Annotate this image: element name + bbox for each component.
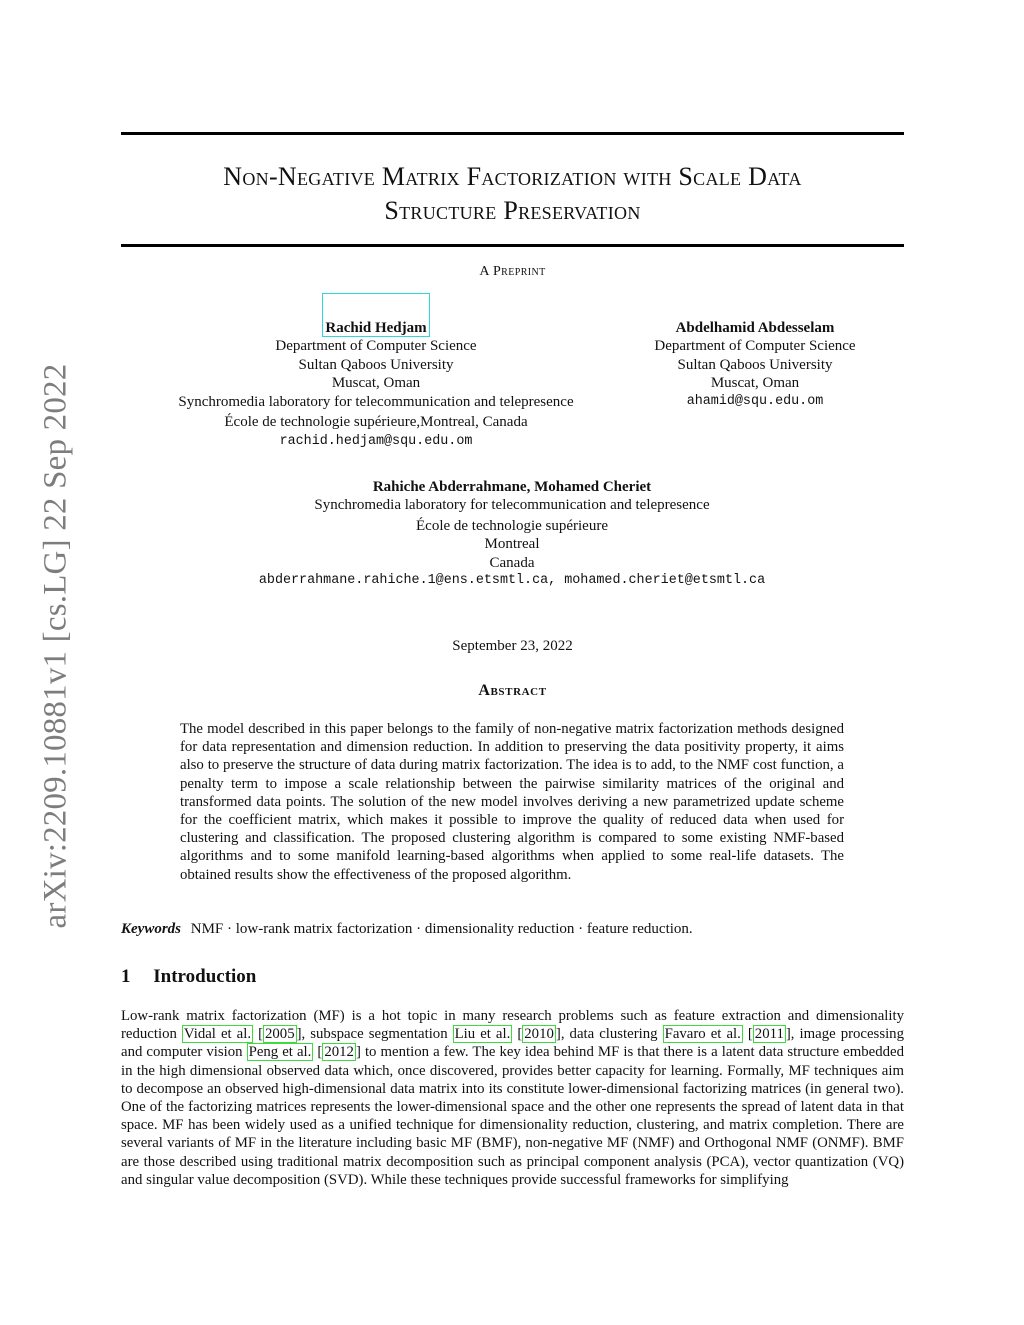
abstract-heading: Abstract [478, 682, 547, 699]
author-affiliation: Synchromedia laboratory for telecommunication and telepresence [314, 497, 710, 514]
intro-paragraph: Low-rank matrix factorization (MF) is a hot topic in many research problems such as feature extraction and dimensionality reduction Vidal et al. [ 2005 ], subspace segmentation Liu et al. [ 2010 ], data clustering Favaro et al. [ 2011 ], image processing and computer vision Peng et al. [ 2012 ] to mention a few. The key idea behind MF is that there is a latent data structure embedded in the high dimensional observed data which, once discovered, provides better capacity for learning. Formally, MF techniques aim to decompose an observed high-dimensional data matrix into its constitute lower-dimensional factorizing matrices (in general two). One of the factorizing matrices represents the lower-dimensional space and the other one represents the spread of latent data in that space. MF has been widely used as a unified technique for dimensionality reduction, clustering, and matrix completion. There are several variants of MF in the literature including basic MF (BMF), non-negative MF (NMF) and Orthogonal NMF (ONMF). BMF are those described using traditional matrix decomposition such as principal component analysis (PCA), vector quantization (VQ) and singular value decomposition (SVD). While these techniques provide successful frameworks for simplifying [121, 1008, 904, 1188]
intro-text: , subspace segmentation [301, 1026, 453, 1043]
author-name: Rahiche Abderrahmane, Mohamed Cheriet [372, 479, 652, 495]
author-email[interactable]: ahamid@squ.edu.om [686, 393, 824, 409]
author-name: Abdelhamid Abdesselam [675, 320, 835, 336]
intro-text: Low-rank matrix factorization (MF) is a hot topic in many research problems such as feature extraction and dimensionality reduction [121, 1008, 904, 1043]
citation-year-link[interactable]: 2010 [524, 1026, 554, 1043]
citation-link[interactable]: Liu et al. [454, 1026, 511, 1043]
citation-link[interactable]: Favaro et al. [664, 1026, 741, 1043]
author-block-2 [630, 319, 880, 411]
keywords-label: Keywords [121, 921, 181, 937]
author-email[interactable]: rachid.hedjam@squ.edu.om [279, 434, 473, 450]
author-block-3 [180, 478, 844, 590]
citation-year-link[interactable]: 2005 [265, 1026, 295, 1043]
author-affiliation: Canada [489, 554, 535, 571]
section-heading [121, 966, 256, 988]
intro-text: , data clustering [560, 1026, 663, 1043]
keywords [121, 921, 904, 938]
intro-text: , image processing and computer vision [121, 1026, 904, 1061]
author-affiliation: Department of Computer Science [275, 338, 477, 355]
author-affiliation: Synchromedia laboratory for telecommunication and telepresence [178, 393, 574, 410]
author-affiliation: Department of Computer Science [654, 338, 856, 355]
author-affiliation: Sultan Qaboos University [298, 356, 454, 373]
citation-year-link[interactable]: 2012 [324, 1044, 354, 1061]
author-block-1 [150, 319, 602, 452]
section-number: 1 [121, 966, 131, 987]
citation-link[interactable]: Peng et al. [248, 1044, 312, 1061]
author-affiliation: École de technologie supérieure [416, 517, 608, 534]
citation-link[interactable]: Vidal et al. [183, 1026, 252, 1043]
author-affiliation: Muscat, Oman [331, 375, 421, 392]
arxiv-side-stamp: arXiv:2209.10881v1 [cs.LG] 22 Sep 2022 [37, 363, 74, 929]
preprint-label: A Preprint [479, 264, 546, 279]
author-name-link[interactable]: Rachid Hedjam [322, 293, 429, 337]
title-bottom-rule [121, 244, 904, 247]
author-affiliation: Sultan Qaboos University [677, 356, 833, 373]
intro-text: to mention a few. The key idea behind MF is that there is a latent data structure embedded in the high dimensional observed data which, once discovered, provides better capacity for learning. Formally, MF techniques aim to decompose an observed high-dimensional data matrix into its constitute lower-dimensional factorizing matrices (in general two). One of the factorizing matrices represents the lower-dimensional space and the other one represents the spread of latent data in that space. MF has been widely used as a unified technique for dimensionality reduction, clustering, and matrix completion. There are several variants of MF in the literature including basic MF (BMF), non-negative MF (NMF) and Orthogonal NMF (ONMF). BMF are those described using traditional matrix decomposition such as principal component analysis (PCA), vector quantization (VQ) and singular value decomposition (SVD). While these techniques provide successful frameworks for simplifying [121, 1044, 904, 1188]
section-title: Introduction [153, 966, 257, 987]
keywords-text: NMF · low-rank matrix factorization · dimensionality reduction · feature reduction. [190, 921, 693, 937]
paper-title [121, 160, 904, 228]
paper-date: September 23, 2022 [452, 638, 573, 654]
author-email[interactable]: abderrahmane.rahiche.1@ens.etsmtl.ca, mohamed.cheriet@etsmtl.ca [258, 573, 766, 589]
author-affiliation: Muscat, Oman [710, 375, 800, 392]
title-top-rule [121, 132, 904, 135]
citation-year-link[interactable]: 2011 [754, 1026, 784, 1043]
author-affiliation: École de technologie supérieure,Montreal, Canada [224, 414, 528, 431]
title-line-1: Non-Negative Matrix Factorization with Scale Data [223, 162, 802, 191]
author-affiliation: Montreal [484, 536, 540, 553]
title-line-2: Structure Preservation [384, 196, 641, 225]
abstract-text: The model described in this paper belongs to the family of non-negative matrix factorization methods designed for data representation and dimension reduction. In addition to preserving the data positivity property, it aims also to preserve the structure of data during matrix factorization. The idea is to add, to the NMF cost function, a penalty term to impose a scale relationship between the pairwise similarity matrices of the original and transformed data points. The solution of the new model involves deriving a new parametrized update scheme for the coefficient matrix, which makes it possible to improve the quality of reduced data when used for clustering and classification. The proposed clustering algorithm is compared to some existing NMF-based algorithms and to some manifold learning-based algorithms when applied to some real-life datasets. The obtained results show the effectiveness of the proposed algorithm. [180, 721, 844, 883]
